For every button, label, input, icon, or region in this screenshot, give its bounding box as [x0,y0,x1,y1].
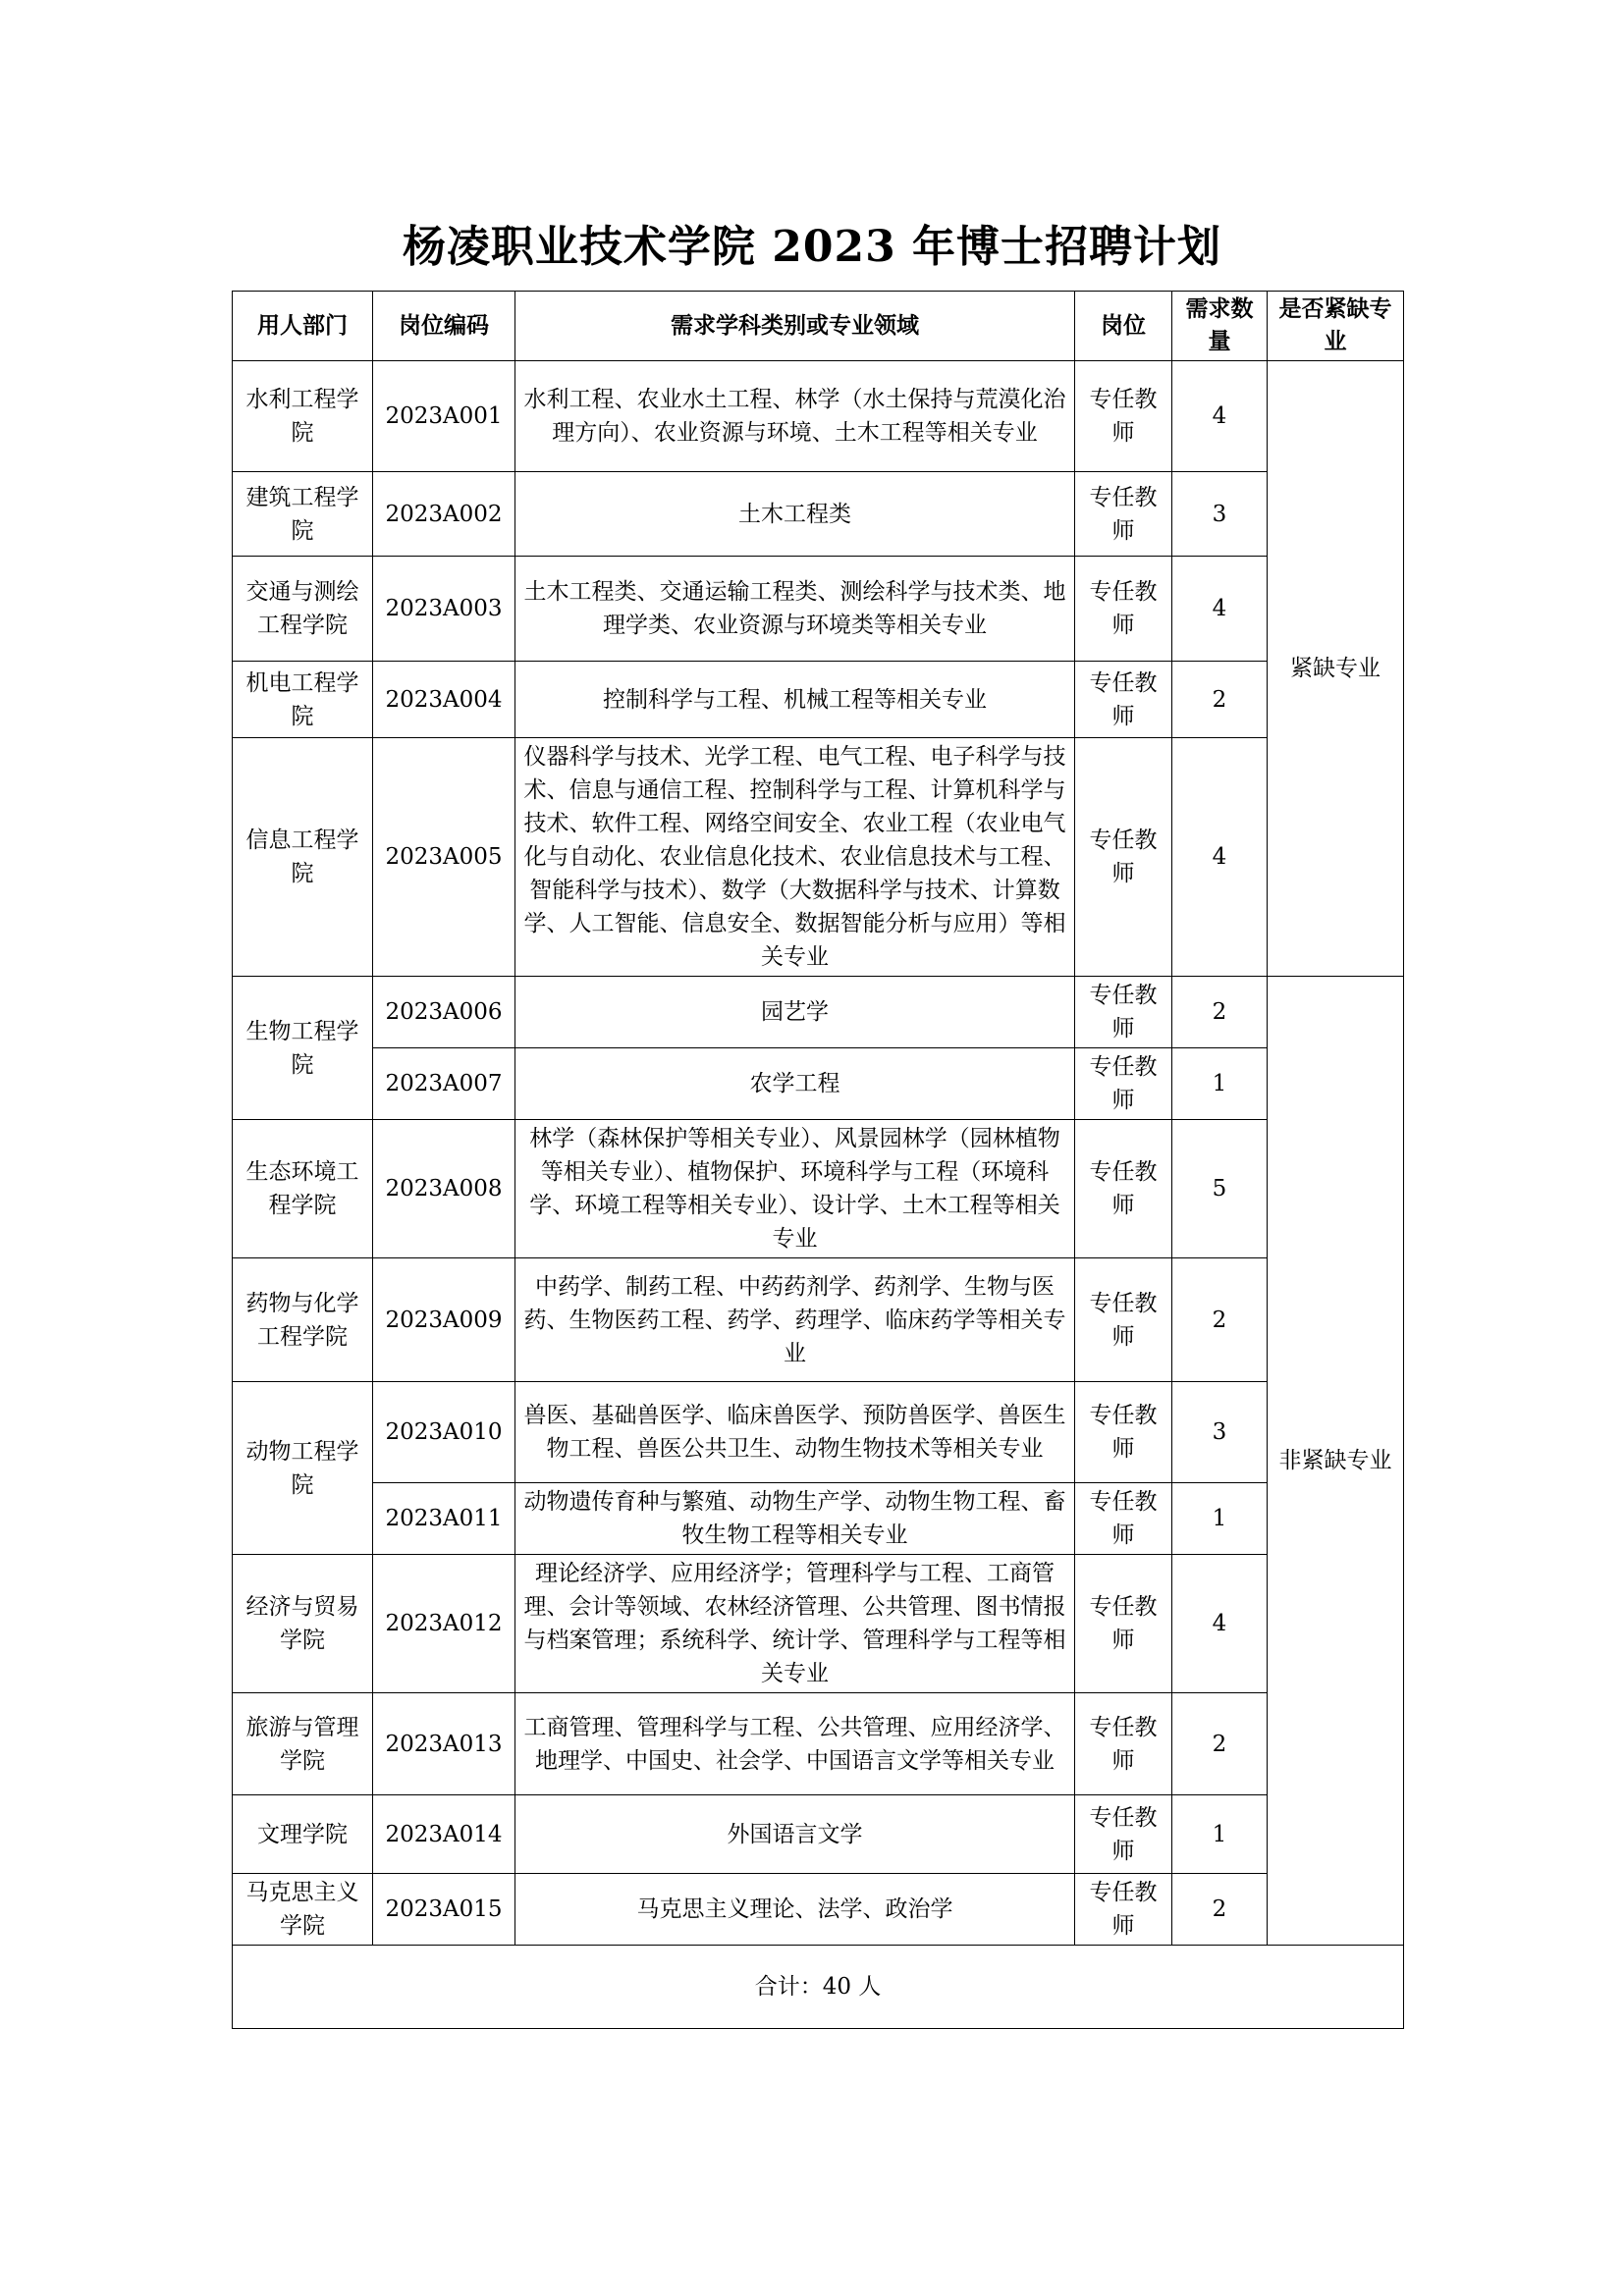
table-row [233,472,1404,557]
code-cell: 2023A004 [373,662,515,738]
code-cell: 2023A006 [373,977,515,1048]
table-row [233,1555,1404,1693]
dept-cell: 建筑工程学院 [233,472,373,557]
table-row [233,1120,1404,1258]
count-cell: 1 [1172,1483,1268,1555]
table-row [233,1795,1404,1874]
post-cell: 专任教师 [1075,662,1172,738]
post-cell: 专任教师 [1075,1555,1172,1693]
code-cell: 2023A011 [373,1483,515,1555]
code-cell: 2023A015 [373,1874,515,1946]
count-cell: 2 [1172,1874,1268,1946]
post-cell: 专任教师 [1075,361,1172,472]
count-cell: 3 [1172,1382,1268,1483]
count-cell: 1 [1172,1795,1268,1874]
field-cell: 马克思主义理论、法学、政治学 [515,1874,1075,1946]
dept-cell: 文理学院 [233,1795,373,1874]
field-cell: 仪器科学与技术、光学工程、电气工程、电子科学与技术、信息与通信工程、控制科学与工程、计算机科学与技术、软件工程、网络空间安全、农业工程（农业电气化与自动化、农业信息化技术、农业信息技术与工程、智能科学与技术）、数学（大数据科学与技术、计算数学、人工智能、信息安全、数据智能分析与应用）等相关专业 [515,738,1075,977]
header-field: 需求学科类别或专业领域 [515,292,1075,361]
table-row [233,977,1404,1048]
post-cell: 专任教师 [1075,472,1172,557]
dept-cell: 信息工程学院 [233,738,373,977]
count-cell: 4 [1172,1555,1268,1693]
count-cell: 2 [1172,1258,1268,1382]
field-cell: 外国语言文学 [515,1795,1075,1874]
table-row [233,361,1404,472]
post-cell: 专任教师 [1075,977,1172,1048]
code-cell: 2023A002 [373,472,515,557]
count-cell: 2 [1172,977,1268,1048]
code-cell: 2023A010 [373,1382,515,1483]
dept-cell: 药物与化学工程学院 [233,1258,373,1382]
field-cell: 理论经济学、应用经济学；管理科学与工程、工商管理、会计等领域、农林经济管理、公共管理、图书情报与档案管理；系统科学、统计学、管理科学与工程等相关专业 [515,1555,1075,1693]
post-cell: 专任教师 [1075,738,1172,977]
code-cell: 2023A013 [373,1693,515,1795]
field-cell: 园艺学 [515,977,1075,1048]
post-cell: 专任教师 [1075,1258,1172,1382]
field-cell: 农学工程 [515,1048,1075,1120]
post-cell: 专任教师 [1075,1382,1172,1483]
table-row [233,1048,1404,1120]
dept-cell: 机电工程学院 [233,662,373,738]
recruitment-plan-table [232,291,1404,2029]
code-cell: 2023A008 [373,1120,515,1258]
code-cell: 2023A007 [373,1048,515,1120]
table-row [233,662,1404,738]
page-title: 杨凌职业技术学院 2023 年博士招聘计划 [402,222,1222,272]
count-cell: 3 [1172,472,1268,557]
total-cell: 合计：40 人 [233,1946,1404,2029]
header-count: 需求数量 [1172,292,1268,361]
count-cell: 2 [1172,1693,1268,1795]
count-cell: 4 [1172,361,1268,472]
table-row [233,1874,1404,1946]
code-cell: 2023A012 [373,1555,515,1693]
table-row [233,1693,1404,1795]
field-cell: 工商管理、管理科学与工程、公共管理、应用经济学、地理学、中国史、社会学、中国语言文学等相关专业 [515,1693,1075,1795]
count-cell: 1 [1172,1048,1268,1120]
code-cell: 2023A014 [373,1795,515,1874]
field-cell: 兽医、基础兽医学、临床兽医学、预防兽医学、兽医生物工程、兽医公共卫生、动物生物技术等相关专业 [515,1382,1075,1483]
dept-cell: 水利工程学院 [233,361,373,472]
count-cell: 2 [1172,662,1268,738]
field-cell: 土木工程类、交通运输工程类、测绘科学与技术类、地理学类、农业资源与环境类等相关专业 [515,557,1075,662]
code-cell: 2023A003 [373,557,515,662]
header-dept: 用人部门 [233,292,373,361]
header-post: 岗位 [1075,292,1172,361]
post-cell: 专任教师 [1075,557,1172,662]
post-cell: 专任教师 [1075,1874,1172,1946]
count-cell: 4 [1172,738,1268,977]
dept-cell: 动物工程学院 [233,1382,373,1555]
table-row [233,1258,1404,1382]
dept-cell: 马克思主义学院 [233,1874,373,1946]
count-cell: 4 [1172,557,1268,662]
table-row [233,738,1404,977]
field-cell: 动物遗传育种与繁殖、动物生产学、动物生物工程、畜牧生物工程等相关专业 [515,1483,1075,1555]
field-cell: 土木工程类 [515,472,1075,557]
table-row [233,1382,1404,1483]
post-cell: 专任教师 [1075,1048,1172,1120]
post-cell: 专任教师 [1075,1483,1172,1555]
code-cell: 2023A009 [373,1258,515,1382]
code-cell: 2023A001 [373,361,515,472]
dept-cell: 交通与测绘工程学院 [233,557,373,662]
field-cell: 水利工程、农业水土工程、林学（水土保持与荒漠化治理方向）、农业资源与环境、土木工程等相关专业 [515,361,1075,472]
post-cell: 专任教师 [1075,1795,1172,1874]
count-cell: 5 [1172,1120,1268,1258]
header-row [233,292,1404,361]
field-cell: 控制科学与工程、机械工程等相关专业 [515,662,1075,738]
dept-cell: 生物工程学院 [233,977,373,1120]
header-code: 岗位编码 [373,292,515,361]
dept-cell: 生态环境工程学院 [233,1120,373,1258]
table-row [233,1483,1404,1555]
dept-cell: 旅游与管理学院 [233,1693,373,1795]
dept-cell: 经济与贸易学院 [233,1555,373,1693]
code-cell: 2023A005 [373,738,515,977]
scarce-cell: 紧缺专业 [1268,361,1404,977]
table-row [233,557,1404,662]
post-cell: 专任教师 [1075,1693,1172,1795]
post-cell: 专任教师 [1075,1120,1172,1258]
field-cell: 中药学、制药工程、中药药剂学、药剂学、生物与医药、生物医药工程、药学、药理学、临床药学等相关专业 [515,1258,1075,1382]
field-cell: 林学（森林保护等相关专业）、风景园林学（园林植物等相关专业）、植物保护、环境科学与工程（环境科学、环境工程等相关专业）、设计学、土木工程等相关专业 [515,1120,1075,1258]
scarce-cell: 非紧缺专业 [1268,977,1404,1946]
total-row [233,1946,1404,2029]
header-scarce: 是否紧缺专业 [1268,292,1404,361]
